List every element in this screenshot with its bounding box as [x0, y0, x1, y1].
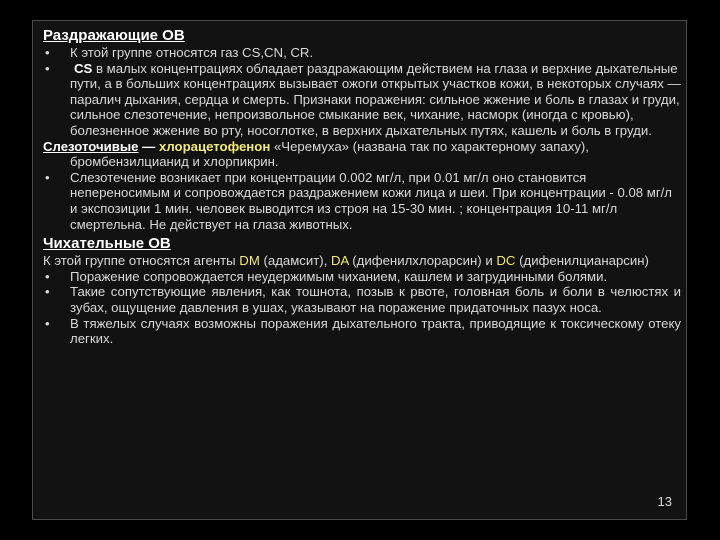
section-title-sternutator: Чихательные ОВ — [43, 235, 171, 253]
page-number: 13 — [657, 494, 672, 509]
list-item-text: Такие сопутствующие явления, как тошнота, позыв к рвоте, головная боль и боли в челюстях и зубах, ощущение давления в ушах, указывают на поражение придаточных пазух носа. — [70, 284, 681, 315]
lacrimator-list — [43, 170, 681, 232]
bullet-icon: • — [45, 315, 50, 331]
dash: — — [138, 138, 160, 154]
list-item — [43, 61, 681, 139]
list-item-text: в малых концентрациях обладает раздражающим действием на глаза и верхние дыхательные пути, а в больших концентрациях вызывает ожоги открытых участков кожи, в некоторых случаях — паралич дыхания, сердца и смерть. Признаки поражения: сильное жжение и боль в глазах и груди, сильное слезотечение, непроизвольное смыкание век, чихание, насморк (иногда с кровью), болезненное жжение во рту, носоглотке, в верхних дыхательных путях, кашель и боль в груди. — [70, 60, 681, 138]
sternutator-list — [43, 269, 681, 347]
agent-chloroacetophenone: хлорацетофенон — [159, 138, 271, 154]
paragraph-text: «Черемуха» (названа так по характерному запаху), бромбензилцианид и хлорпикрин. — [70, 138, 589, 170]
intro-text: (адамсит), — [259, 253, 332, 269]
intro-text: К этой группе относятся агенты — [43, 253, 240, 269]
agent-da: DA — [331, 253, 349, 269]
irritant-list — [43, 45, 681, 139]
list-item-text: Слезотечение возникает при концентрации 0.002 мг/л, при 0.01 мг/л оно становится непереносимым и сопровождается раздражением кожи лица и шеи. При концентрации - 0.08 мг/л и экспозиции 1 мин. человек выводится из строя на 15-30 мин. ; концентрация 10-11 мг/л смертельна. Не действует на глаза животных. — [70, 169, 673, 232]
lacrimator-paragraph — [43, 139, 681, 170]
bullet-icon: • — [45, 284, 50, 300]
slide — [32, 20, 687, 520]
list-item-text: В тяжелых случаях возможны поражения дыхательного тракта, приводящие к токсическому отеку легких. — [70, 315, 681, 347]
bullet-icon: • — [45, 169, 50, 185]
list-item — [43, 316, 681, 347]
bullet-icon: • — [45, 45, 50, 60]
list-item — [43, 170, 681, 232]
intro-text: (дифенилхлорарсин) и — [348, 253, 497, 269]
agent-dc: DC — [496, 253, 516, 269]
list-item — [43, 269, 681, 285]
sternutator-intro — [43, 253, 681, 269]
bullet-icon: • — [45, 268, 50, 284]
list-item — [43, 284, 681, 315]
bullet-icon: • — [45, 60, 50, 76]
intro-text: (дифенилцианарсин) — [515, 253, 649, 269]
lacrimator-term: Слезоточивые — [43, 138, 139, 154]
list-item-text: К этой группе относятся газ CS,CN, CR. — [70, 45, 314, 60]
list-item — [43, 45, 681, 61]
list-item-text: Поражение сопровождается неудержимым чиханием, кашлем и загрудинными болями. — [70, 268, 608, 284]
agent-dm: DM — [239, 253, 260, 269]
agent-cs: CS — [74, 60, 93, 76]
slide-content — [43, 26, 681, 347]
section-title-irritant: Раздражающие ОВ — [43, 27, 185, 44]
